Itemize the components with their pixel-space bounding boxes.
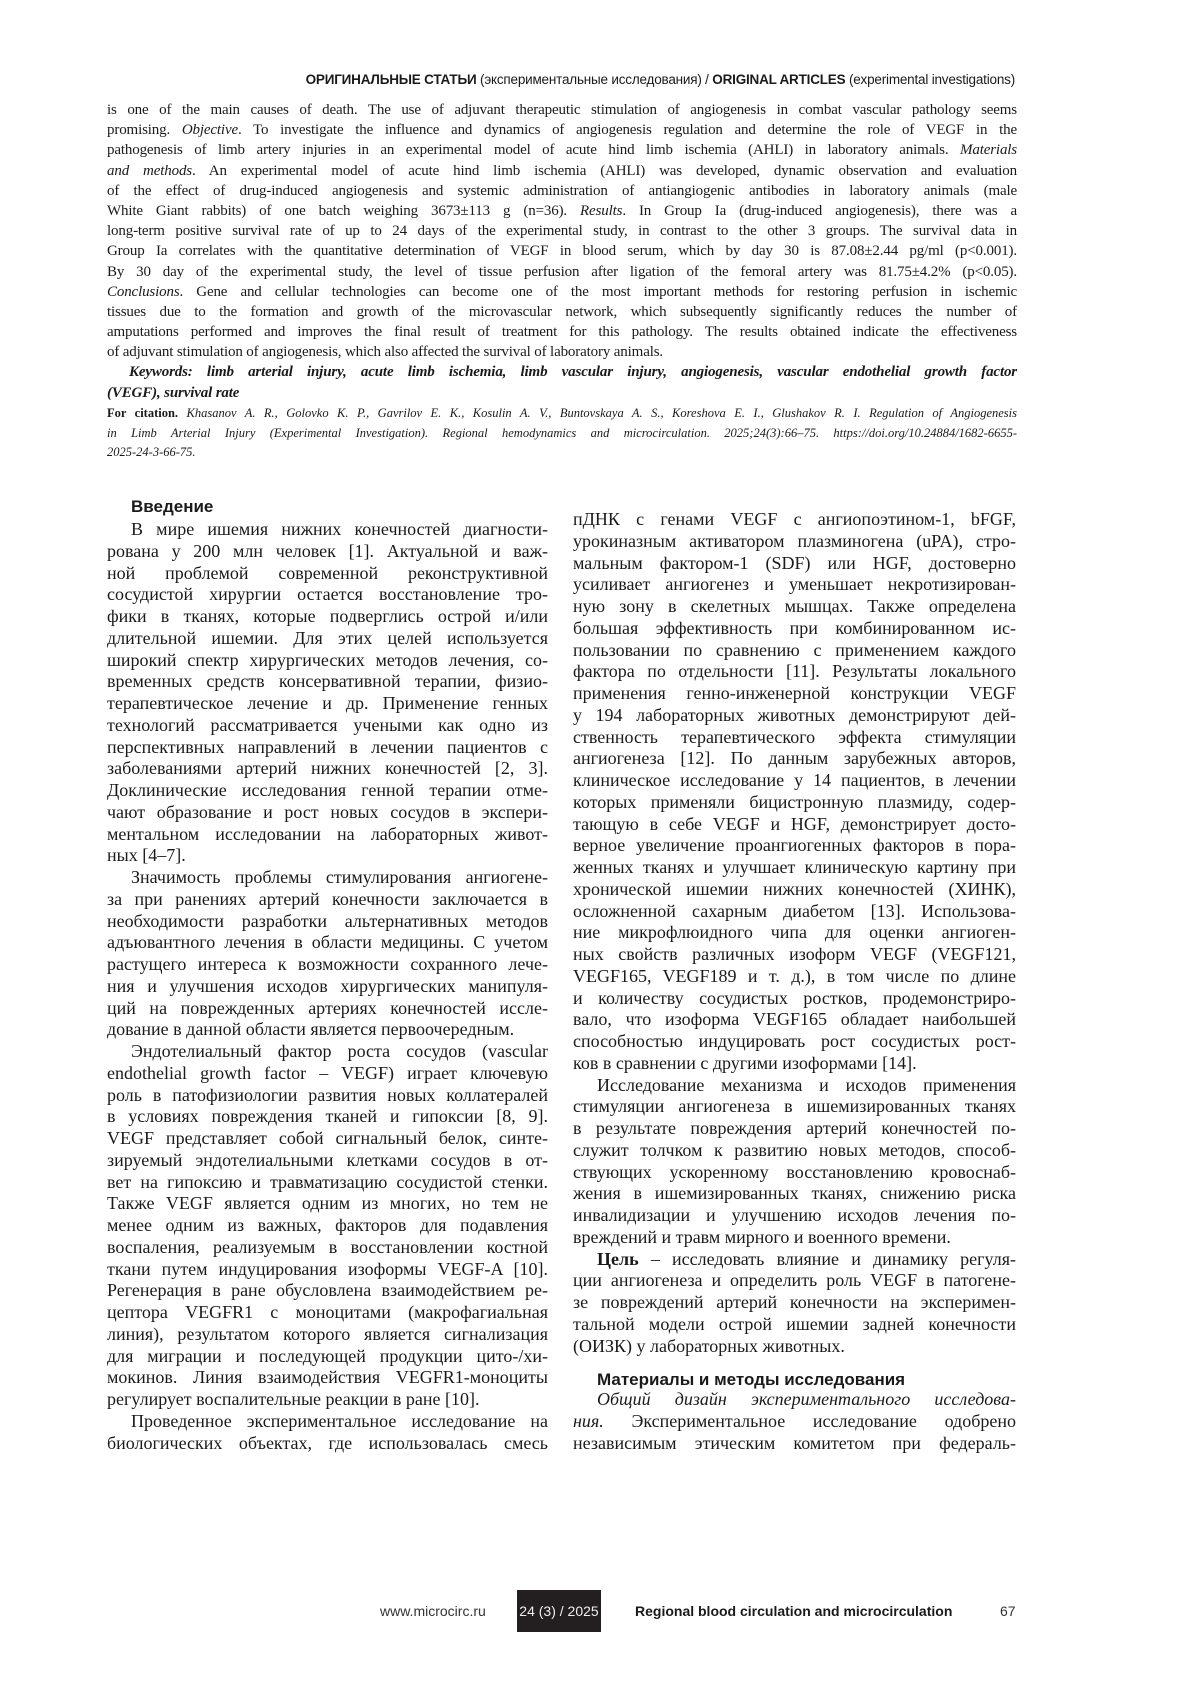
text-line — [107, 362, 1017, 382]
text-line — [573, 1162, 1016, 1184]
text-segment: рована у 200 млн человек [1]. Актуальной и важ- — [107, 541, 548, 561]
text-line — [107, 241, 1017, 261]
text-segment: в условиях повреждения тканей и гипоксии [8, 9]. — [107, 1106, 548, 1126]
text-segment: осложненной сахарным диабетом [13]. Использова- — [573, 901, 1016, 921]
text-line — [573, 1031, 1016, 1053]
text-line — [573, 879, 1016, 901]
text-segment: – исследовать влияние и динамику регуля- — [639, 1249, 1016, 1269]
paragraph — [573, 509, 1016, 1075]
text-line — [573, 835, 1016, 857]
text-segment: терапевтическое лечение и др. Применение генных — [107, 693, 548, 713]
text-segment: Group Ia correlates with the quantitative determination of VEGF in blood serum, which by day 30 is 87.08±2.44 pg/ml (p<0.001). — [107, 243, 1017, 259]
text-segment: большая эффективность при комбинированном ис- — [573, 618, 1016, 638]
paragraph — [573, 1389, 1016, 1454]
text-line — [107, 120, 1017, 140]
text-segment: limb arterial injury, acute limb ischemia, limb vascular injury, angiogenesis, vascular endothelial growth factor — [207, 364, 1017, 380]
paragraph — [107, 1411, 548, 1455]
text-segment: тающую в себе VEGF и HGF, демонстрирует досто- — [573, 814, 1016, 834]
text-segment: зируемый эндотелиальными клетками сосудов в от- — [107, 1150, 548, 1170]
text-line — [573, 661, 1016, 683]
right-column — [573, 509, 1016, 1357]
text-segment: мокинов. Линия взаимодействия VEGFR1-моноциты — [107, 1367, 548, 1387]
text-line — [573, 792, 1016, 814]
paragraph — [107, 1041, 548, 1411]
text-line — [573, 901, 1016, 923]
text-line — [107, 1280, 548, 1302]
text-line — [107, 1085, 548, 1107]
text-line — [573, 1433, 1016, 1455]
text-segment: of adjuvant stimulation of angiogenesis, which also affected the survival of laboratory animals. — [107, 344, 663, 360]
header-en-normal: (experimental investigations) — [845, 72, 1015, 87]
text-segment: дование в данной области является первоочередным. — [107, 1019, 514, 1039]
text-line — [573, 944, 1016, 966]
header-ru-normal: (экспериментальные исследования) / — [476, 72, 712, 87]
text-segment: Цель — [597, 1249, 639, 1269]
text-segment: . In Group Ia (drug-induced angiogenesis), there was a — [622, 203, 1017, 219]
text-segment: женных тканях и улучшает клиническую картину при — [573, 857, 1016, 877]
text-segment: хронической ишемии нижних конечностей (ХИНК), — [573, 879, 1016, 899]
text-line — [573, 748, 1016, 770]
text-line — [107, 1215, 548, 1237]
text-segment: которых применяли бицистронную плазмиду, содер- — [573, 792, 1016, 812]
text-line — [107, 1346, 548, 1368]
text-segment: is one of the main causes of death. The use of adjuvant therapeutic stimulation of angiogenesis in combat vascular pathology seems — [107, 102, 1017, 118]
text-segment: 2025-24-3-66-75. — [107, 445, 196, 459]
text-line — [573, 1336, 1016, 1358]
text-line — [573, 1389, 1016, 1411]
text-line — [573, 1096, 1016, 1118]
text-segment: временных средств консервативной терапии, физио- — [107, 671, 548, 691]
text-line — [107, 1367, 548, 1389]
text-segment: Conclusions — [107, 284, 180, 300]
text-line — [107, 1041, 548, 1063]
text-line — [107, 693, 548, 715]
text-segment: стимуляции ангиогенеза в ишемизированных тканях — [573, 1096, 1016, 1116]
text-line — [573, 1183, 1016, 1205]
text-segment: and methods — [107, 163, 192, 179]
text-line — [573, 1292, 1016, 1314]
text-line — [107, 671, 548, 693]
text-line — [107, 584, 548, 606]
text-segment: способностью индуцировать рост сосудистых рост- — [573, 1031, 1016, 1051]
text-segment: верное увеличение проангиогенных факторов в пора- — [573, 835, 1016, 855]
text-line — [573, 1411, 1016, 1433]
text-segment: ткани путем индуцирования изоформы VEGF-A [10]. — [107, 1259, 548, 1279]
text-line — [107, 201, 1017, 221]
text-line — [107, 1063, 548, 1085]
text-segment: ной проблемой современной реконструктивной — [107, 563, 548, 583]
text-segment: менее одним из важных, факторов для подавления — [107, 1215, 548, 1235]
text-segment: усиливает ангиогенез и уменьшает некротизирован- — [573, 574, 1016, 594]
text-segment: ных [4–7]. — [107, 845, 186, 865]
text-segment: чают образование и рост новых сосудов в экспери- — [107, 802, 548, 822]
text-segment: (ОИЗК) у лабораторных животных. — [573, 1336, 845, 1356]
text-segment: promising. — [107, 122, 182, 138]
text-segment: фактора по отдельности [11]. Результаты локального — [573, 661, 1016, 681]
text-line — [107, 737, 548, 759]
text-segment: ков в сравнении с другими изоформами [14]. — [573, 1053, 917, 1073]
text-line — [107, 100, 1017, 120]
text-segment: и количеству сосудистых ростков, продемонстриро- — [573, 988, 1016, 1008]
text-segment: Значимость проблемы стимулирования ангиогене- — [131, 867, 548, 887]
footer-journal-title: Regional blood circulation and microcirculation — [635, 1590, 952, 1632]
text-segment: растущего интереса к возможности сохранного лече- — [107, 954, 548, 974]
text-line — [107, 1237, 548, 1259]
text-line — [107, 140, 1017, 160]
text-segment: длительной ишемии. Для этих целей используется — [107, 628, 548, 648]
text-line — [107, 1019, 548, 1041]
text-segment: Исследование механизма и исходов применения — [597, 1075, 1016, 1095]
text-line — [107, 519, 548, 541]
text-segment: ствующих ускоренному восстановлению кровоснаб- — [573, 1162, 1016, 1182]
text-segment: of the effect of drug-induced angiogenesis and systemic administration of antiangiogenic antibodies in laboratory animals (male — [107, 183, 1017, 199]
text-line — [573, 574, 1016, 596]
text-segment: фики в тканях, которые подверглись острой и/или — [107, 606, 548, 626]
text-segment: для миграции и последующей продукции цито-/хи- — [107, 1346, 548, 1366]
text-segment: вреждений и травм мирного и военного времени. — [573, 1227, 951, 1247]
text-segment: ния. — [573, 1411, 604, 1431]
text-segment: необходимости разработки альтернативных методов — [107, 911, 548, 931]
paragraph — [573, 1249, 1016, 1358]
text-line — [573, 596, 1016, 618]
text-line — [107, 383, 1017, 403]
text-line — [573, 1270, 1016, 1292]
text-line — [573, 1140, 1016, 1162]
text-line — [573, 531, 1016, 553]
text-line — [107, 889, 548, 911]
text-segment: перспективных направлений в лечении пациентов с — [107, 737, 548, 757]
text-segment: ций на поврежденных артериях конечностей иссле- — [107, 998, 548, 1018]
text-segment: за при ранениях артерий конечности заключается в — [107, 889, 548, 909]
text-line — [107, 404, 1017, 424]
running-header — [306, 72, 1015, 87]
text-segment: широкий спектр хирургических методов лечения, со- — [107, 650, 548, 670]
text-line — [107, 932, 548, 954]
text-segment: . To investigate the influence and dynamics of angiogenesis regulation and determine the role of VEGF in the — [238, 122, 1017, 138]
text-line — [107, 780, 548, 802]
text-segment: пДНК с генами VEGF с ангиопоэтином-1, bFGF, — [573, 509, 1016, 529]
text-segment: ние микрофлюидного чипа для оценки ангиоген- — [573, 922, 1016, 942]
paragraph — [107, 867, 548, 1041]
text-segment: цептора VEGFR1 с моноцитами (макрофагиальная — [107, 1302, 548, 1322]
text-line — [107, 998, 548, 1020]
text-segment: Keywords: — [129, 364, 193, 380]
text-line — [107, 302, 1017, 322]
text-segment: pathogenesis of limb artery injuries in an experimental model of acute hind limb ischemia (AHLI) in laboratory animals. — [107, 142, 960, 158]
text-line — [573, 1227, 1016, 1249]
text-segment: технологий рассматривается учеными как одно из — [107, 715, 548, 735]
text-segment: адъювантного лечения в области медицины. С учетом — [107, 932, 548, 952]
text-line — [107, 282, 1017, 302]
text-line — [573, 705, 1016, 727]
text-line — [573, 922, 1016, 944]
text-segment: in Limb Arterial Injury (Experimental Investigation). Regional hemodynamics and microcirculation. 2025;24(3):66–75. https://doi.org/10.24884/1682-6655- — [107, 426, 1017, 440]
text-segment: жения в ишемизированных тканях, снижению риска — [573, 1183, 1016, 1203]
text-segment: ния и улучшения исходов хирургических манипуля- — [107, 976, 548, 996]
text-line — [107, 606, 548, 628]
text-line — [107, 824, 548, 846]
text-segment: ственность терапевтического эффекта стимуляции — [573, 727, 1016, 747]
footer-website-link[interactable]: www.microcirc.ru — [380, 1590, 486, 1632]
text-segment: ангиогенеза [12]. По данным зарубежных авторов, — [573, 748, 1016, 768]
text-line — [573, 618, 1016, 640]
text-line — [107, 262, 1017, 282]
text-line — [573, 1053, 1016, 1075]
text-line — [107, 1106, 548, 1128]
text-line — [107, 1259, 548, 1281]
text-segment: применения генно-инженерной конструкции VEGF — [573, 683, 1016, 703]
page-number: 67 — [1000, 1590, 1016, 1632]
text-segment: вет на гипоксию и травматизацию сосудистой стенки. — [107, 1172, 548, 1192]
text-line — [107, 541, 548, 563]
text-segment: в результате повреждения артерий конечностей по- — [573, 1118, 1016, 1138]
text-segment: роль в патофизиологии развития новых коллатералей — [107, 1085, 548, 1105]
text-line — [107, 563, 548, 585]
text-line — [573, 966, 1016, 988]
text-segment: ции ангиогенеза и определить роль VEGF в патогене- — [573, 1270, 1016, 1290]
text-segment: VEGF представляет собой сигнальный белок, синте- — [107, 1128, 548, 1148]
footer-issue-badge: 24 (3) / 2025 — [517, 1590, 601, 1632]
abstract-body — [107, 100, 1017, 362]
text-line — [573, 857, 1016, 879]
text-segment: amputations performed and improves the final result of treatment for this pathology. The results obtained indicate the effectiveness — [107, 324, 1017, 340]
text-line — [107, 911, 548, 933]
text-line — [107, 715, 548, 737]
text-segment: у 194 лабораторных животных демонстрируют дей- — [573, 705, 1016, 725]
text-line — [107, 628, 548, 650]
text-line — [107, 758, 548, 780]
keywords — [107, 362, 1017, 402]
text-segment: Results — [580, 203, 622, 219]
text-line — [107, 1324, 548, 1346]
text-line — [107, 1172, 548, 1194]
text-line — [573, 1075, 1016, 1097]
text-line — [107, 1389, 548, 1411]
text-line — [573, 1205, 1016, 1227]
text-line — [573, 814, 1016, 836]
text-line — [107, 342, 1017, 362]
text-segment: В мире ишемия нижних конечностей диагности- — [131, 519, 548, 539]
text-line — [107, 1433, 548, 1455]
header-en-bold: ORIGINAL ARTICLES — [712, 72, 845, 87]
text-segment: tissues due to the formation and growth of the microvascular network, which subsequently significantly reduces the number of — [107, 304, 1017, 320]
text-segment: заболеваниями артерий нижних конечностей [2, 3]. — [107, 758, 548, 778]
text-segment: клиническое исследование у 14 пациентов, в лечении — [573, 770, 1016, 790]
text-line — [573, 683, 1016, 705]
text-segment: Общий дизайн экспериментального исследова- — [597, 1389, 1016, 1409]
text-segment: . An experimental model of acute hind limb ischemia (AHLI) was developed, dynamic observation and evaluation — [192, 163, 1017, 179]
text-segment: независимым этическим комитетом при федераль- — [573, 1433, 1016, 1453]
text-segment: . Gene and cellular technologies can become one of the most important methods for restoring perfusion in ischemic — [180, 284, 1017, 300]
text-line — [107, 802, 548, 824]
text-line — [573, 509, 1016, 531]
text-line — [107, 161, 1017, 181]
text-line — [107, 1302, 548, 1324]
text-line — [107, 1411, 548, 1433]
text-line — [107, 221, 1017, 241]
text-segment: By 30 day of the experimental study, the level of tissue perfusion after ligation of the femoral artery was 81.75±4.2% (p<0.05). — [107, 264, 1017, 280]
left-column — [107, 519, 548, 1454]
text-segment: регулирует воспалительные реакции в ране [10]. — [107, 1389, 480, 1409]
paragraph — [107, 519, 548, 867]
header-ru-bold: ОРИГИНАЛЬНЫЕ СТАТЬИ — [306, 72, 477, 87]
text-segment: воспаления, реализуемым в восстановлении костной — [107, 1237, 548, 1257]
text-segment: Materials — [960, 142, 1017, 158]
text-segment: вало, что изоформа VEGF165 обладает наибольшей — [573, 1009, 1016, 1029]
abstract — [107, 100, 1017, 403]
text-segment: Objective — [182, 122, 238, 138]
text-segment: ных свойств различных изоформ VEGF (VEGF121, — [573, 944, 1016, 964]
text-segment: пользовании по сравнению с применением каждого — [573, 640, 1016, 660]
text-line — [573, 770, 1016, 792]
text-segment: инвалидизации и улучшению исходов лечения по- — [573, 1205, 1016, 1225]
right-column-methods — [573, 1389, 1016, 1454]
text-line — [573, 1118, 1016, 1140]
text-segment: Экспериментальное исследование одобрено — [604, 1411, 1016, 1431]
text-line — [107, 845, 548, 867]
section-heading-methods: Материалы и методы исследования — [597, 1370, 905, 1390]
text-segment: For citation. — [107, 406, 187, 420]
text-segment: ментальном исследовании на лабораторных живот- — [107, 824, 548, 844]
text-line — [573, 1249, 1016, 1271]
text-line — [107, 954, 548, 976]
text-line — [573, 1009, 1016, 1031]
text-segment: зе повреждений артерий конечности на эксперимен- — [573, 1292, 1016, 1312]
text-segment: тальной модели острой ишемии задней конечности — [573, 1314, 1016, 1334]
text-segment: endothelial growth factor – VEGF) играет ключевую — [107, 1063, 548, 1083]
text-line — [107, 1193, 548, 1215]
section-heading-introduction: Введение — [131, 497, 213, 517]
text-line — [107, 1128, 548, 1150]
text-segment: биологических объектах, где использовалась смесь — [107, 1433, 548, 1453]
text-line — [107, 1150, 548, 1172]
text-segment: VEGF165, VEGF189 и т. д.), в том числе по длине — [573, 966, 1016, 986]
text-segment: сосудистой хирургии остается восстановление тро- — [107, 584, 548, 604]
text-segment: служит толчком к развитию новых методов, способ- — [573, 1140, 1016, 1160]
text-line — [107, 443, 1017, 463]
text-segment: White Giant rabbits) of one batch weighing 3673±113 g (n=36). — [107, 203, 580, 219]
text-line — [573, 988, 1016, 1010]
text-line — [573, 553, 1016, 575]
text-line — [107, 322, 1017, 342]
text-segment: (VEGF), survival rate — [107, 385, 239, 401]
text-segment: ную зону в скелетных мышцах. Также определена — [573, 596, 1016, 616]
text-segment: Также VEGF является одним из многих, но тем не — [107, 1193, 548, 1213]
text-line — [107, 650, 548, 672]
text-line — [107, 976, 548, 998]
text-segment: линия), результатом которого является сигнализация — [107, 1324, 548, 1344]
text-line — [107, 867, 548, 889]
text-segment: Эндотелиальный фактор роста сосудов (vascular — [131, 1041, 548, 1061]
text-line — [107, 424, 1017, 444]
text-segment: Доклинические исследования генной терапии отме- — [107, 780, 548, 800]
text-segment: урокиназным активатором плазминогена (uPA), стро- — [573, 531, 1016, 551]
paragraph — [573, 1075, 1016, 1249]
text-line — [573, 640, 1016, 662]
text-segment: Khasanov A. R., Golovko K. P., Gavrilov E. K., Kosulin A. V., Buntovskaya A. S., Koreshova E. I., Glushakov R. I. Regulation of Angiogenesis — [187, 406, 1018, 420]
text-line — [573, 727, 1016, 749]
citation — [107, 404, 1017, 463]
text-segment: Проведенное экспериментальное исследование на — [131, 1411, 548, 1431]
text-segment: мальным фактором-1 (SDF) или HGF, достоверно — [573, 553, 1016, 573]
text-line — [107, 181, 1017, 201]
text-line — [573, 1314, 1016, 1336]
text-segment: long-term positive survival rate of up to 24 days of the experimental study, in contrast to the other 3 groups. The survival data in — [107, 223, 1017, 239]
text-segment: Регенерация в ране обусловлена взаимодействием ре- — [107, 1280, 548, 1300]
